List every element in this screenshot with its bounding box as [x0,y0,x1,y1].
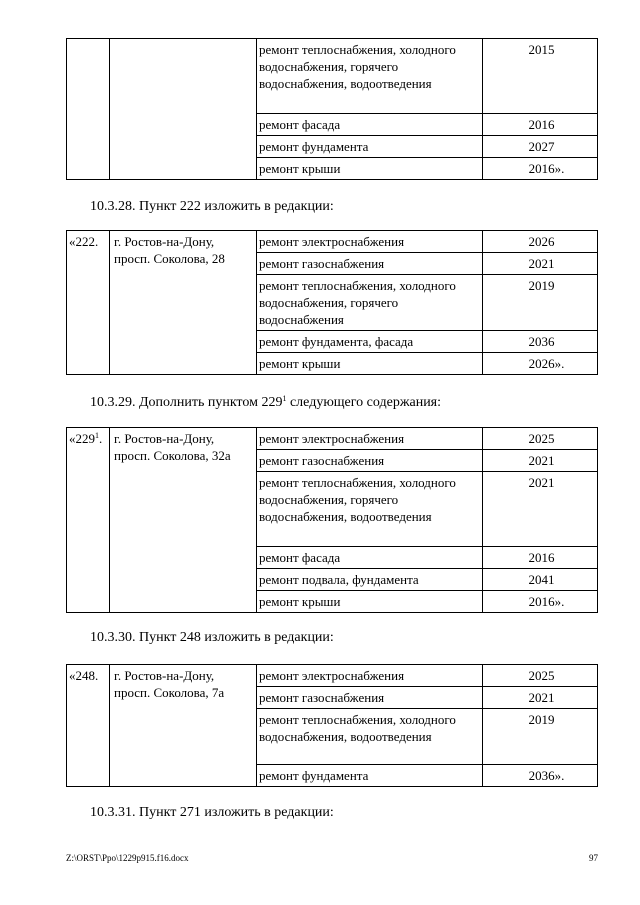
item-number-cell: «248. [67,665,110,787]
work-cell: ремонт теплоснабжения, холодного водоснабжения, горячего водоснабжения, водоотведения [257,39,483,114]
address-cell [110,39,257,180]
work-cell: ремонт подвала, фундамента [257,569,483,591]
table-item-229-1 [66,427,598,613]
year-cell: 2021 [483,472,598,547]
year-cell: 2019 [483,275,598,331]
work-cell: ремонт фасада [257,547,483,569]
work-cell: ремонт фасада [257,114,483,136]
year-cell: 2025 [483,428,598,450]
item-number-cell: «$229^1$. [67,428,110,613]
year-cell: 2019 [483,709,598,765]
work-cell: ремонт крыши [257,591,483,613]
repair-table [66,427,598,613]
repair-table [66,38,598,180]
table-item-222 [66,230,598,375]
year-cell: 2021 [483,253,598,275]
year-cell: 2036 [483,331,598,353]
file-path: Z:\ORST\Ppo\1229p915.f16.docx [66,853,189,863]
year-cell: 2015 [483,39,598,114]
page-footer [66,853,598,863]
year-cell: 2027 [483,136,598,158]
work-cell: ремонт газоснабжения [257,687,483,709]
item-number-cell: «222. [67,231,110,375]
table-row [67,231,598,253]
work-cell: ремонт крыши [257,353,483,375]
work-cell: ремонт фундамента [257,765,483,787]
table-row [67,39,598,114]
paragraph-10-3-28: 10.3.28. Пункт 222 изложить в редакции: [90,199,334,214]
year-cell: 2016». [483,158,598,180]
work-cell: ремонт фундамента, фасада [257,331,483,353]
table-row [67,428,598,450]
year-cell: 2016». [483,591,598,613]
year-cell: 2025 [483,665,598,687]
paragraph-10-3-31: 10.3.31. Пункт 271 изложить в редакции: [90,805,334,820]
work-cell: ремонт электроснабжения [257,231,483,253]
year-cell: 2036». [483,765,598,787]
work-cell: ремонт теплоснабжения, холодного водоснабжения, горячего водоснабжения [257,275,483,331]
year-cell: 2026 [483,231,598,253]
work-cell: ремонт теплоснабжения, холодного водоснабжения, водоотведения [257,709,483,765]
year-cell: 2016 [483,547,598,569]
work-cell: ремонт фундамента [257,136,483,158]
year-cell: 2016 [483,114,598,136]
address-cell: г. Ростов-на-Дону, просп. Соколова, 28 [110,231,257,375]
work-cell: ремонт электроснабжения [257,428,483,450]
paragraph-10-3-30: 10.3.30. Пункт 248 изложить в редакции: [90,630,334,645]
paragraph-10-3-29: 10.3.29. Дополнить пунктом $229^1$ следующего содержания: [90,394,442,410]
table-item-248 [66,664,598,787]
item-number-cell [67,39,110,180]
work-cell: ремонт теплоснабжения, холодного водоснабжения, горячего водоснабжения, водоотведения [257,472,483,547]
address-cell: г. Ростов-на-Дону, просп. Соколова, 7а [110,665,257,787]
work-cell: ремонт крыши [257,158,483,180]
year-cell: 2026». [483,353,598,375]
work-cell: ремонт электроснабжения [257,665,483,687]
work-cell: ремонт газоснабжения [257,253,483,275]
table-continuation [66,38,598,180]
work-cell: ремонт газоснабжения [257,450,483,472]
table-row [67,665,598,687]
year-cell: 2021 [483,687,598,709]
repair-table [66,664,598,787]
address-cell: г. Ростов-на-Дону, просп. Соколова, 32а [110,428,257,613]
page-number: 97 [589,853,598,863]
repair-table [66,230,598,375]
year-cell: 2041 [483,569,598,591]
year-cell: 2021 [483,450,598,472]
